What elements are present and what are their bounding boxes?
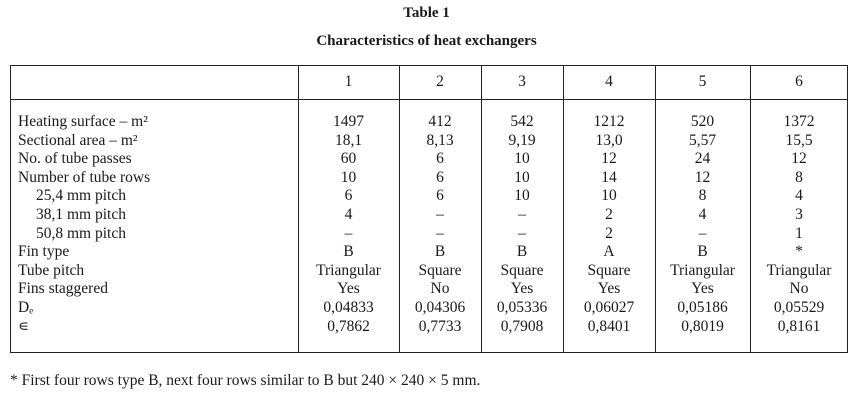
table-cell: 10 (514, 168, 530, 186)
row-label: 25,4 mm pitch (36, 187, 126, 205)
table-cell: Square (500, 261, 544, 279)
table-cell: Triangular (670, 261, 735, 279)
table-cell: B (516, 243, 528, 261)
table-cell: 4 (795, 187, 803, 205)
column-header: 4 (605, 73, 613, 90)
table-cell: 12 (601, 150, 617, 168)
table-cell: Yes (691, 280, 714, 298)
table-cell: Triangular (766, 261, 832, 279)
table-cell: Square (418, 261, 462, 279)
column-header: 3 (518, 73, 526, 90)
table-cell: – (518, 224, 526, 242)
table-cell: 0,05529 (773, 299, 825, 316)
table-cell: 0,7733 (418, 317, 462, 335)
table-cell: Yes (510, 280, 534, 298)
row-label: Fin type (18, 243, 70, 261)
table-cell: – (436, 206, 444, 223)
table-cell: 412 (428, 113, 452, 130)
table-cell: 1372 (783, 113, 815, 130)
table-cell: 3 (795, 206, 803, 223)
table-cell: 0,7908 (500, 317, 544, 335)
table-cell: 2 (605, 224, 613, 242)
table-cell: 12 (791, 150, 807, 168)
table-cell: B (434, 243, 446, 261)
table-cell: 0,04306 (414, 299, 466, 316)
row-label: No. of tube passes (18, 150, 132, 168)
table-cell: 18,1 (334, 131, 363, 149)
table-cell: 14 (601, 168, 617, 186)
table-cell: 4 (344, 206, 353, 223)
table-cell: No (789, 280, 809, 298)
row-label: 50,8 mm pitch (36, 224, 126, 242)
table-cell: B (343, 243, 354, 261)
table-cell: 0,8161 (777, 317, 821, 335)
table-cell: 0,8019 (681, 317, 724, 335)
table-cell: 520 (690, 113, 715, 130)
table-cell: 0,06027 (583, 299, 635, 316)
table-cell: 6 (436, 187, 444, 205)
table-cell: 8 (795, 168, 803, 186)
column-header: 5 (698, 73, 707, 90)
table-cell: 542 (510, 113, 534, 130)
table-cell: 6 (344, 187, 353, 205)
table-top-rule (10, 65, 848, 66)
table-cell: – (698, 224, 707, 242)
table-cell: 0,7862 (327, 317, 370, 335)
row-label: ∊ (18, 317, 30, 335)
table-header-rule (10, 99, 848, 100)
table-cell: 10 (514, 150, 530, 168)
table-cell: 8 (698, 187, 707, 205)
table-cell: A (603, 243, 615, 261)
column-rule (10, 65, 11, 353)
table-cell: 13,0 (595, 131, 623, 149)
table-bottom-rule (10, 352, 848, 353)
table-cell: – (436, 224, 444, 242)
table-cell: No (430, 280, 450, 298)
table-cell: Triangular (316, 261, 381, 279)
table-cell: 0,05336 (496, 299, 548, 316)
column-header: 2 (436, 73, 444, 90)
table-cell: 9,19 (508, 131, 536, 149)
row-label: Number of tube rows (18, 168, 151, 186)
table-cell: 1497 (333, 113, 364, 130)
row-label: Fins staggered (18, 280, 108, 298)
table-cell: 1212 (593, 113, 625, 130)
table-cell: 1 (795, 224, 803, 242)
table-cell: 12 (694, 168, 711, 186)
table-cell: 6 (436, 150, 444, 168)
table-cell: 10 (601, 187, 617, 205)
column-header: 6 (795, 73, 803, 90)
table-footnote: * First four rows type B, next four rows similar to B but 240 × 240 × 5 mm. (10, 372, 481, 389)
table-cell: 6 (436, 168, 444, 186)
table-cell: B (697, 243, 708, 261)
row-label: Heating surface – m² (18, 113, 148, 130)
table-cell: – (344, 224, 353, 242)
table-cell: 2 (605, 206, 613, 223)
heat-exchanger-table (10, 65, 848, 353)
row-label: Tube pitch (18, 261, 85, 279)
table-cell: Square (587, 261, 631, 279)
column-header: 1 (344, 73, 353, 90)
table-cell: – (518, 206, 526, 223)
table-cell: 0,8401 (587, 317, 631, 335)
row-label: Sectional area – m² (18, 131, 138, 149)
table-cell: 0,04833 (323, 299, 374, 316)
table-cell: 60 (340, 150, 357, 168)
table-cell: 4 (698, 206, 707, 223)
table-cell: Yes (337, 280, 360, 298)
table-number: Table 1 (403, 5, 450, 21)
table-cell: 10 (340, 168, 357, 186)
row-label: 38,1 mm pitch (36, 206, 126, 223)
table-cell: Yes (597, 280, 621, 298)
table-title: Characteristics of heat exchangers (316, 33, 537, 49)
table-cell: 0,05186 (677, 299, 728, 316)
row-label: Dₑ (18, 299, 34, 316)
table-cell: 10 (514, 187, 530, 205)
table-cell: 5,57 (688, 131, 717, 149)
table-cell: 8,13 (426, 131, 454, 149)
table-cell: * (795, 243, 803, 261)
table-cell: 24 (694, 150, 711, 168)
table-cell: 15,5 (785, 131, 813, 149)
